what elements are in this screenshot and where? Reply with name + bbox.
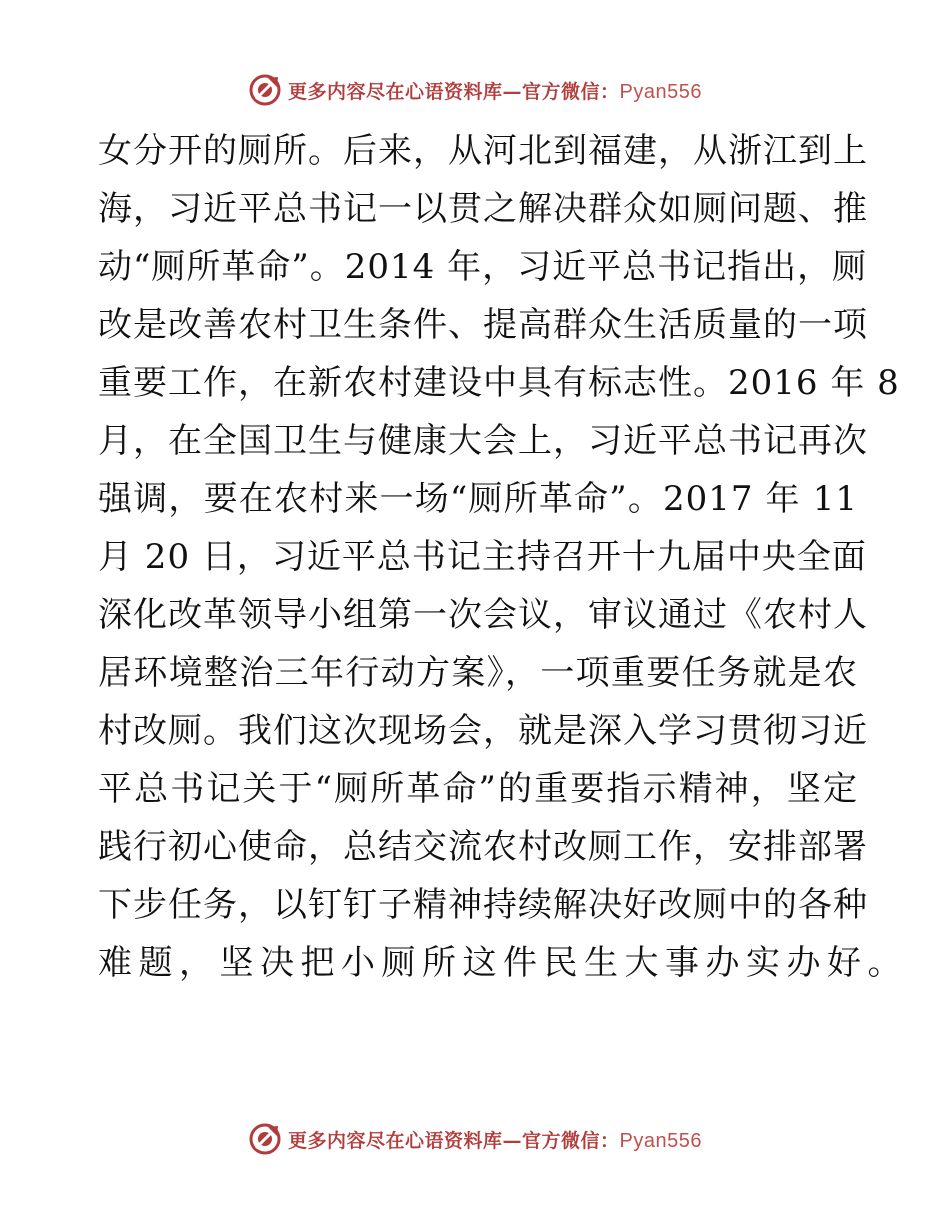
logo-icon <box>248 73 282 107</box>
header-banner-text <box>288 77 702 104</box>
text-line: 难题，坚决把小厕所这件民生大事办实办好。 <box>98 943 908 983</box>
header-site-name: 更多内容尽在心语资料库 <box>288 80 503 103</box>
text-line: 动“厕所革命”。2014 年，习近平总书记指出，厕 <box>98 247 868 287</box>
header-wechat-id: Pyan556 <box>619 80 702 103</box>
footer-separator: — <box>502 1129 523 1152</box>
text-line: 村改厕。我们这次现场会，就是深入学习贯彻习近 <box>98 711 868 751</box>
logo-icon <box>248 1122 282 1156</box>
header-wechat-label: 官方微信： <box>522 80 620 103</box>
text-line: 月，在全国卫生与健康大会上，习近平总书记再次 <box>98 421 868 461</box>
document-body <box>98 122 908 992</box>
footer-site-name: 更多内容尽在心语资料库 <box>288 1129 503 1152</box>
text-line: 践行初心使命，总结交流农村改厕工作，安排部署 <box>98 827 868 867</box>
text-line: 居环境整治三年行动方案》，一项重要任务就是农 <box>98 653 858 693</box>
footer-banner-text <box>288 1126 702 1153</box>
text-line: 改是改善农村卫生条件、提高群众生活质量的一项 <box>98 305 868 345</box>
text-line: 海，习近平总书记一以贯之解决群众如厕问题、推 <box>98 189 868 229</box>
text-line: 平总书记关于“厕所革命”的重要指示精神，坚定 <box>98 769 858 809</box>
header-separator: — <box>502 80 523 103</box>
footer-wechat-label: 官方微信： <box>522 1129 620 1152</box>
footer-banner <box>0 1119 950 1159</box>
text-line: 重要工作，在新农村建设中具有标志性。2016 年 8 <box>98 363 900 403</box>
header-banner <box>0 70 950 110</box>
text-line: 下步任务，以钉钉子精神持续解决好改厕中的各种 <box>98 885 868 925</box>
text-line: 月 20 日，习近平总书记主持召开十九届中央全面 <box>98 537 867 577</box>
text-line: 深化改革领导小组第一次会议，审议通过《农村人 <box>98 595 868 635</box>
text-line: 女分开的厕所。后来，从河北到福建，从浙江到上 <box>98 131 868 171</box>
footer-wechat-id: Pyan556 <box>619 1129 702 1152</box>
text-line: 强调，要在农村来一场“厕所革命”。2017 年 11 <box>98 479 858 519</box>
